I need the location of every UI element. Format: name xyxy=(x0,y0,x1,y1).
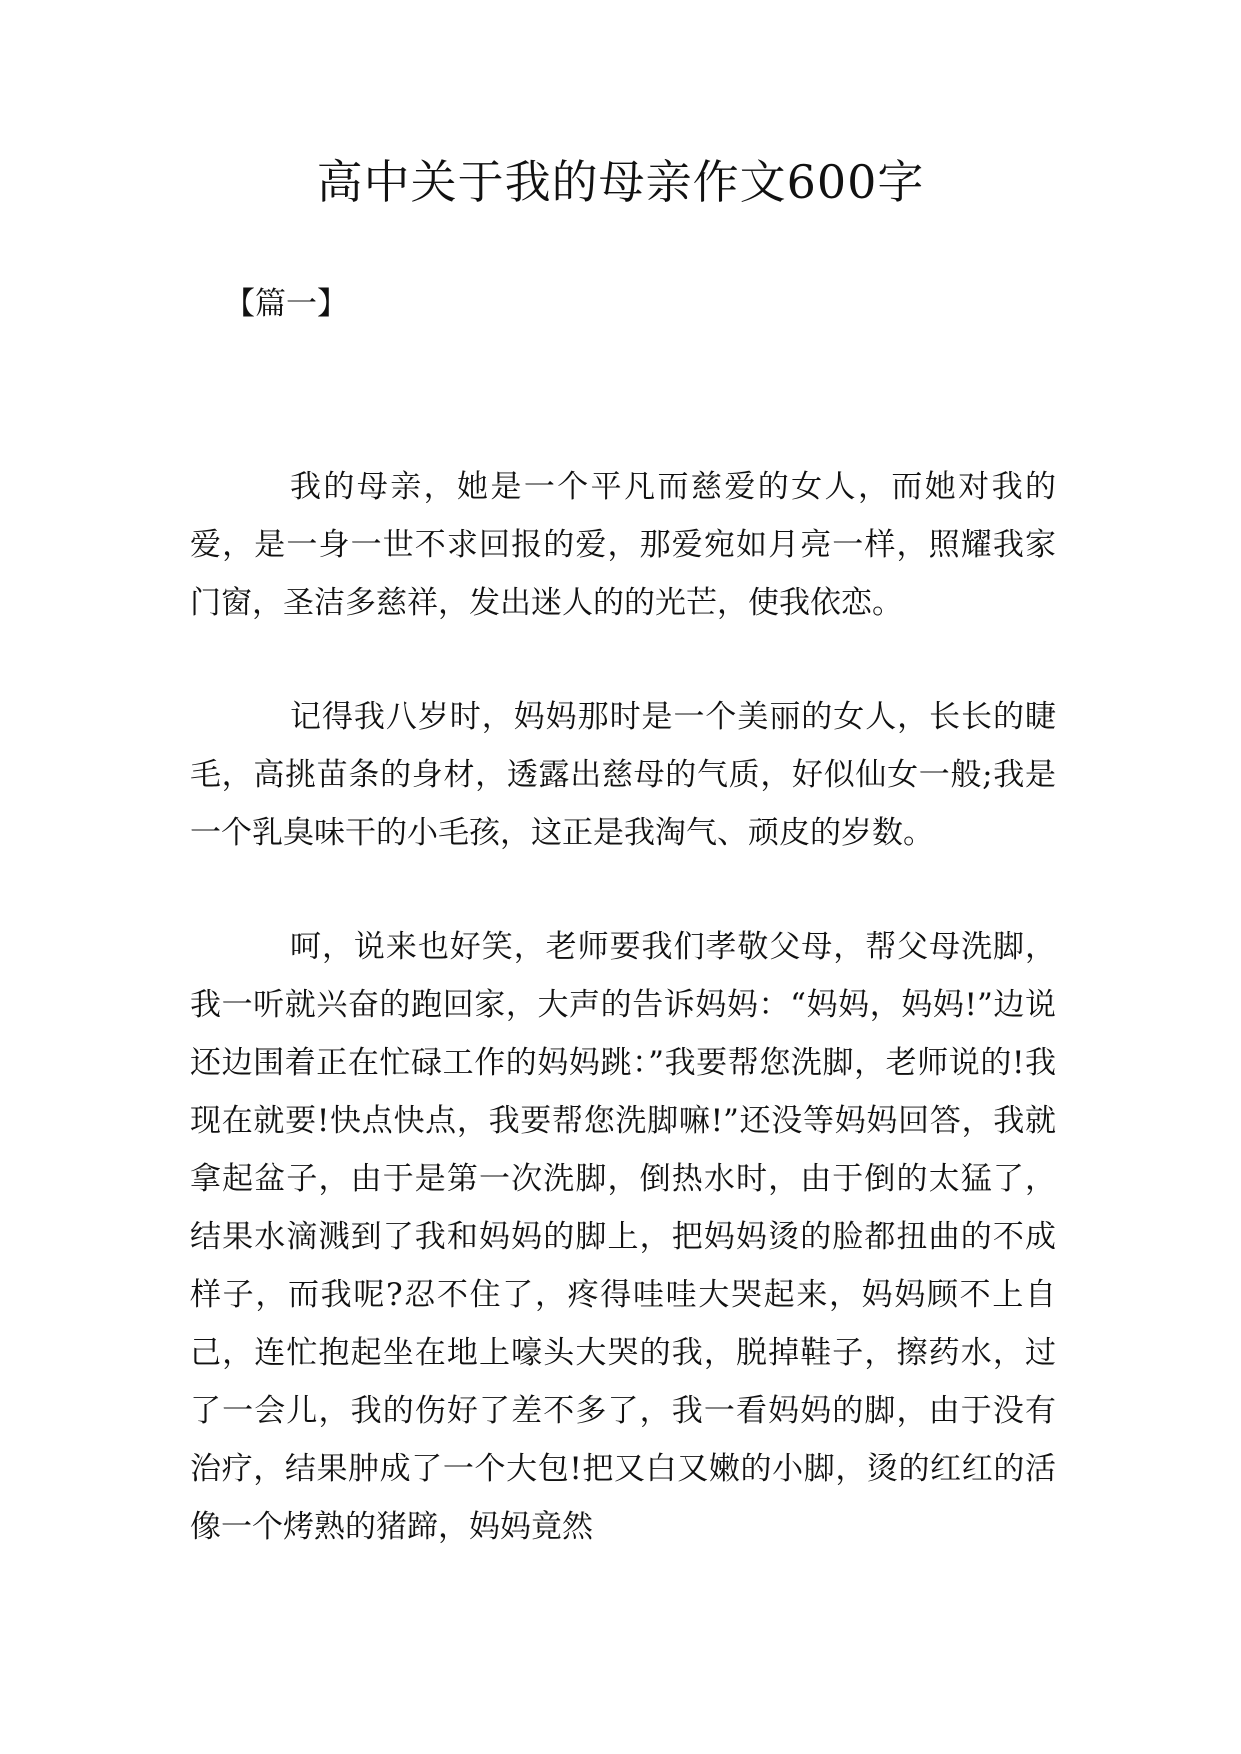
document-title: 高中关于我的母亲作文600字 xyxy=(316,155,925,209)
section-label: 【篇一】 xyxy=(224,286,348,322)
paragraph-3: 呵，说来也好笑，老师要我们孝敬父母，帮父母洗脚，我一听就兴奋的跑回家，大声的告诉妈妈：“妈妈，妈妈!”边说还边围着正在忙碌工作的妈妈跳：”我要帮您洗脚，老师说的!我现在就要!快点快点，我要帮您洗脚嘛!”还没等妈妈回答，我就拿起盆子，由于是第一次洗脚，倒热水时，由于倒的太猛了，结果水滴溅到了我和妈妈的脚上，把妈妈烫的脸都扭曲的不成样子，而我呢?忍不住了，疼得哇哇大哭起来，妈妈顾不上自己，连忙抱起坐在地上嚎头大哭的我，脱掉鞋子，擦药水，过了一会儿，我的伤好了差不多了，我一看妈妈的脚，由于没有治疗，结果肿成了一个大包!把又白又嫩的小脚，烫的红红的活像一个烤熟的猪蹄，妈妈竟然 xyxy=(190,929,1056,1545)
paragraph-1: 我的母亲，她是一个平凡而慈爱的女人，而她对我的爱，是一身一世不求回报的爱，那爱宛如月亮一样，照耀我家门窗，圣洁多慈祥，发出迷人的的光芒，使我依恋。 xyxy=(190,469,1056,621)
paragraph-2: 记得我八岁时，妈妈那时是一个美丽的女人，长长的睫毛，高挑苗条的身材，透露出慈母的气质，好似仙女一般;我是一个乳臭味干的小毛孩，这正是我淘气、顽皮的岁数。 xyxy=(190,699,1056,851)
